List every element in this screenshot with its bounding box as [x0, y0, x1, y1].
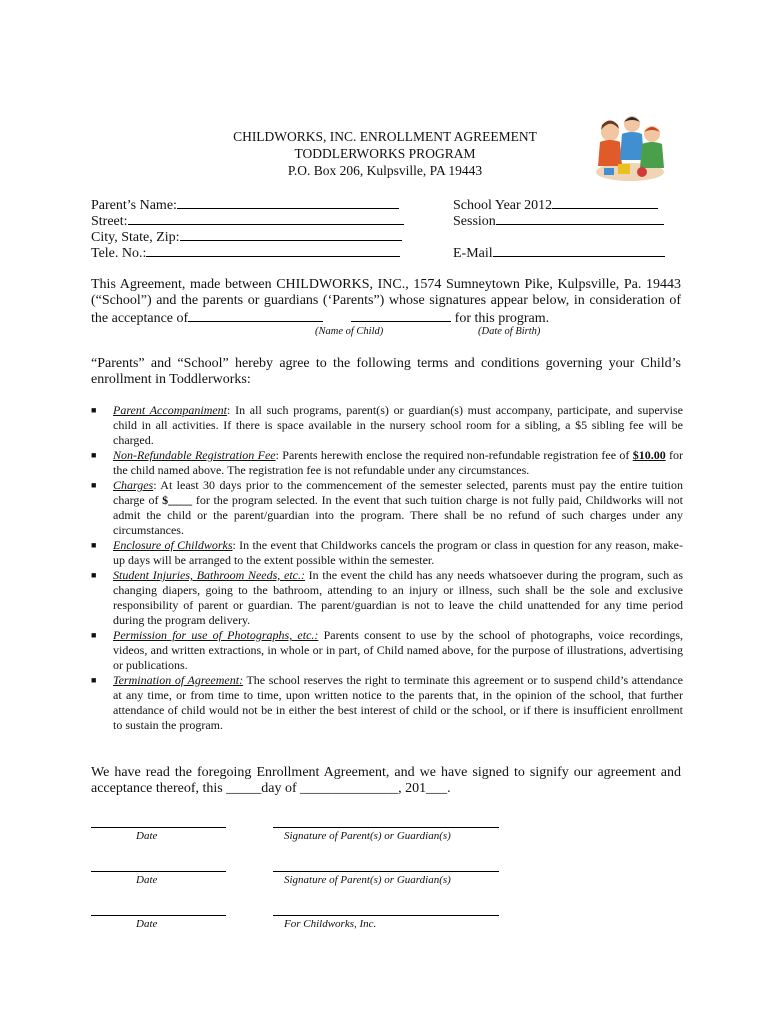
square-bullet-icon: ■ [91, 405, 97, 415]
term-text: Parents consent to use by the school of photographs, voice recordings, videos, and written extractions, in whole or in part, of Child named above, for the purpose of illustrations, advertising or publications. [113, 628, 683, 672]
term-photographs [91, 628, 683, 673]
tele-no-field[interactable] [91, 244, 400, 262]
header-title: CHILDWORKS, INC. ENROLLMENT AGREEMENT [233, 129, 537, 144]
date-line-2[interactable] [91, 871, 226, 872]
session-line[interactable] [496, 212, 664, 225]
header-address: P.O. Box 206, Kulpsville, PA 19443 [287, 163, 483, 178]
tele-no-label: Tele. No.: [91, 246, 147, 261]
email-label: E-Mail [453, 246, 493, 261]
session-label: Session [453, 214, 496, 229]
signature-line-1[interactable] [273, 827, 499, 828]
square-bullet-icon: ■ [91, 630, 97, 640]
tuition-amount-blank[interactable]: $____ [162, 493, 193, 507]
signature-label-3: For Childworks, Inc. [284, 918, 377, 930]
term-charges [91, 478, 683, 538]
school-year-label: School Year 2012 [453, 198, 553, 213]
school-year-line[interactable] [552, 196, 658, 209]
term-separator: : [275, 448, 279, 462]
terms-list [91, 403, 683, 733]
term-heading: Permission for use of Photographs, etc.: [113, 628, 319, 642]
email-line[interactable] [493, 244, 665, 257]
term-termination [91, 673, 683, 733]
square-bullet-icon: ■ [91, 570, 97, 580]
parent-name-label: Parent’s Name: [91, 198, 177, 213]
date-label-2: Date [136, 874, 158, 886]
term-separator: : [232, 538, 236, 552]
city-state-zip-line[interactable] [180, 228, 402, 241]
date-of-birth-caption: (Date of Birth) [478, 326, 541, 337]
term-heading: Enclosure of Childworks [113, 538, 233, 552]
square-bullet-icon: ■ [91, 480, 97, 490]
square-bullet-icon: ■ [91, 675, 97, 685]
signature-line-2[interactable] [273, 871, 499, 872]
parent-name-line[interactable] [177, 196, 399, 209]
term-text: In the event the child has any needs whatsoever during the program, such as changing diapers, going to the bathroom, attending to an injury or illness, such shall be the sole and exclusive responsibility of parent or guardian. The parent/guardian is not to leave the child unattended for any time period during the program delivery. [113, 568, 683, 627]
term-student-injuries [91, 568, 683, 628]
date-of-birth-line[interactable] [351, 309, 451, 322]
term-separator: : [153, 478, 157, 492]
date-line-3[interactable] [91, 915, 226, 916]
date-label-1: Date [136, 830, 158, 842]
agreement-paragraph [91, 277, 681, 327]
city-state-zip-label: City, State, Zip: [91, 230, 180, 245]
term-separator: : [227, 403, 231, 417]
terms-intro: “Parents” and “School” hereby agree to the following terms and conditions governing your Child’s enrollment in Toddlerworks: [91, 356, 681, 387]
signature-label-1: Signature of Parent(s) or Guardian(s) [284, 830, 451, 842]
agreement-text: This Agreement, made between CHILDWORKS, INC., 1574 Sumneytown Pike, Kulpsville, Pa. 19443 (“School”) and the parents or guardians (‘Parents”) whose signatures appear below, in consideration of the acceptance of [91, 277, 681, 326]
child-name-line[interactable] [188, 309, 323, 322]
term-text-continued: for the program selected. In the event that such tuition charge is not fully paid, Childworks will not admit the child or the parent/guardian into the program. There shall be no refund of such charges under any circumstances. [113, 493, 683, 537]
term-enclosure [91, 538, 683, 568]
term-text: At least 30 days prior to the commencement of the semester selected, parents must pay the entire tuition charge of [113, 478, 683, 507]
term-heading: Student Injuries, Bathroom Needs, etc.: [113, 568, 305, 582]
signature-label-2: Signature of Parent(s) or Guardian(s) [284, 874, 451, 886]
street-line[interactable] [128, 212, 404, 225]
term-heading: Charges [113, 478, 154, 492]
tele-no-line[interactable] [146, 244, 400, 257]
date-line-1[interactable] [91, 827, 226, 828]
child-name-caption: (Name of Child) [315, 326, 384, 337]
session-field[interactable] [453, 212, 664, 230]
header-program: TODDLERWORKS PROGRAM [294, 146, 476, 161]
street-label: Street: [91, 214, 128, 229]
term-text: The school reserves the right to terminate this agreement or to suspend child’s attendance at any time, or from time to time, upon written notice to the parents that, in the opinion of the school, that further attendance of child would not be in either the best interest of child or the school, or if there is insufficient enrollment to sustain the program. [113, 673, 683, 732]
term-text: In the event that Childworks cancels the program or class in question for any reason, make-up days will be arranged to the extent possible within the semester. [113, 538, 684, 567]
signature-line-3[interactable] [273, 915, 499, 916]
square-bullet-icon: ■ [91, 450, 97, 460]
term-parent-accompaniment [91, 403, 683, 448]
agreement-text-end: for this program. [454, 311, 550, 326]
term-text: In all such programs, parent(s) or guardian(s) must accompany, participate, and supervise child in all activities. If there is space available in the nursery school room for a sibling, a $5 sibling fee will be charged. [113, 403, 684, 447]
term-text: Parents herewith enclose the required non-refundable registration fee of [278, 448, 633, 462]
email-field[interactable] [453, 244, 665, 262]
date-label-3: Date [136, 918, 158, 930]
term-registration-fee [91, 448, 683, 478]
term-heading: Termination of Agreement: [113, 673, 244, 687]
children-playing-icon [588, 110, 672, 186]
term-text-continued: for the child named above. The registration fee is not refundable under any circumstances. [113, 448, 683, 477]
term-heading: Non-Refundable Registration Fee [113, 448, 276, 462]
square-bullet-icon: ■ [91, 540, 97, 550]
term-heading: Parent Accompaniment [113, 403, 228, 417]
registration-fee-amount: $10.00 [632, 448, 666, 462]
closing-statement: We have read the foregoing Enrollment Agreement, and we have signed to signify our agreement and acceptance thereof, this _____day of ______________, 201___. [91, 765, 681, 796]
